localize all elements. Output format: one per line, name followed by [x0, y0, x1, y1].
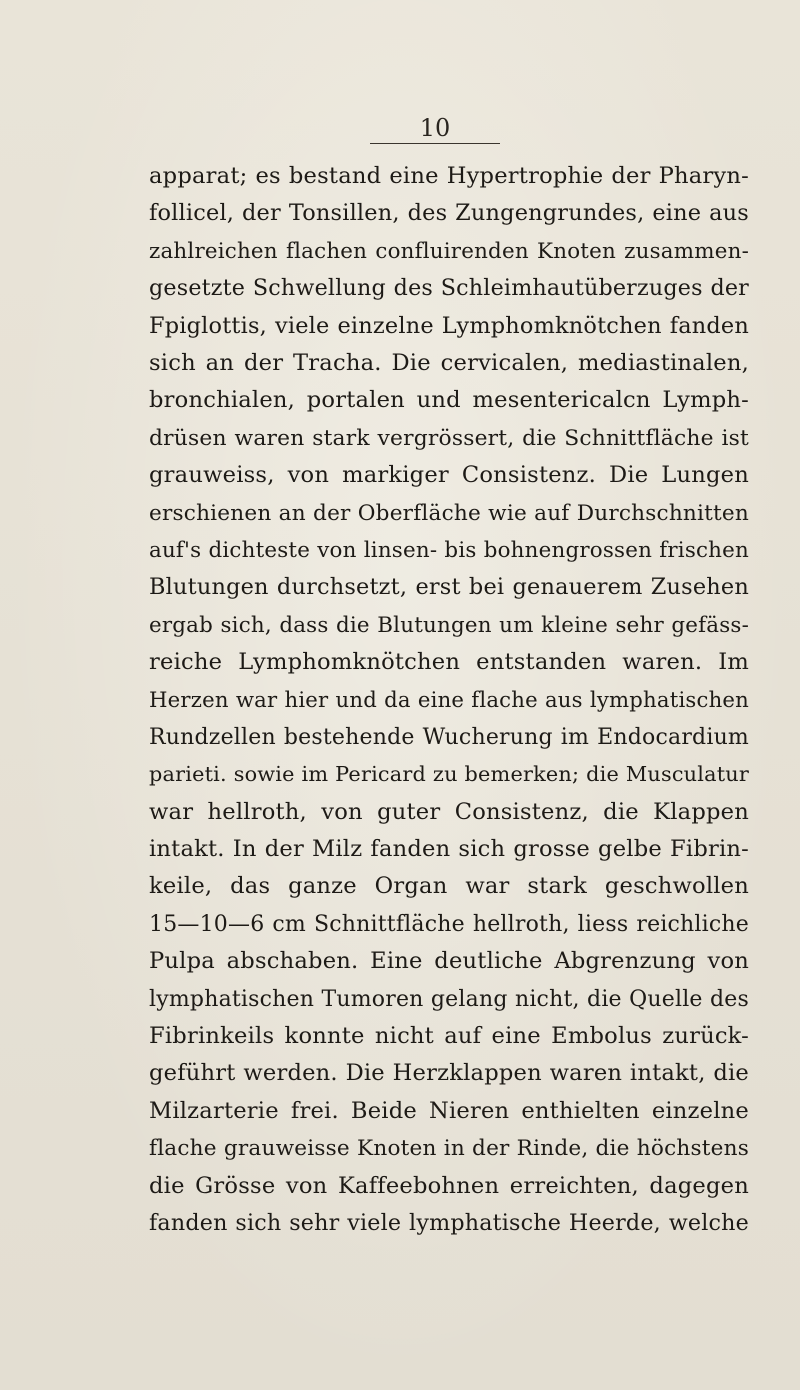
text-line: die Grösse von Kaffeebohnen erreichten, dagegen — [149, 1172, 749, 1199]
text-line: Herzen war hier und da eine flache aus lymphatischen — [149, 687, 749, 713]
text-line: lymphatischen Tumoren gelang nicht, die Quelle des — [149, 986, 749, 1012]
text-line: grauweiss, von markiger Consistenz. Die Lungen — [149, 462, 749, 489]
text-line: Rundzellen bestehende Wucherung im Endocardium — [149, 724, 749, 750]
text-line: follicel, der Tonsillen, des Zungengrundes, eine aus — [149, 200, 749, 227]
body-text — [149, 158, 749, 1242]
text-line: Milzarterie frei. Beide Nieren enthielten einzelne — [149, 1097, 749, 1124]
text-line: Fpiglottis, viele einzelne Lymphomknötchen fanden — [149, 312, 749, 339]
text-line: sich an der Tracha. Die cervicalen, mediastinalen, — [149, 349, 749, 376]
text-line: gesetzte Schwellung des Schleimhautüberzuges der — [149, 275, 749, 302]
text-line: parieti. sowie im Pericard zu bemerken; die Musculatur — [149, 762, 749, 787]
header-rule — [370, 143, 500, 144]
text-line: 15—10—6 cm Schnittfläche hellroth, liess reichliche — [149, 911, 749, 937]
text-line: Blutungen durchsetzt, erst bei genauerem Zusehen — [149, 574, 749, 601]
text-line: erschienen an der Oberfläche wie auf Durchschnitten — [149, 500, 749, 526]
text-line: reiche Lymphomknötchen entstanden waren. Im — [149, 649, 749, 676]
text-line: war hellroth, von guter Consistenz, die Klappen — [149, 798, 749, 825]
text-line: zahlreichen flachen confluirenden Knoten zusammen- — [149, 238, 749, 264]
text-line: bronchialen, portalen und mesentericalcn Lymph- — [149, 387, 749, 414]
text-line: auf's dichteste von linsen- bis bohnengrossen frischen — [149, 537, 749, 563]
text-line: drüsen waren stark vergrössert, die Schnittfläche ist — [149, 425, 749, 451]
text-line: keile, das ganze Organ war stark geschwollen — [149, 873, 749, 900]
text-line: geführt werden. Die Herzklappen waren intakt, die — [149, 1060, 749, 1087]
text-line: Fibrinkeils konnte nicht auf eine Embolus zurück- — [149, 1022, 749, 1049]
text-line: intakt. In der Milz fanden sich grosse gelbe Fibrin- — [149, 836, 749, 863]
page-number: 10 — [419, 114, 451, 142]
text-line: ergab sich, dass die Blutungen um kleine sehr gefäss- — [149, 612, 749, 638]
text-line: flache grauweisse Knoten in der Rinde, die höchstens — [149, 1136, 749, 1162]
text-line: apparat; es bestand eine Hypertrophie der Pharyn- — [149, 163, 749, 189]
text-line: Pulpa abschaben. Eine deutliche Abgrenzung von — [149, 948, 749, 975]
text-line: fanden sich sehr viele lymphatische Heerde, welche — [149, 1209, 749, 1236]
